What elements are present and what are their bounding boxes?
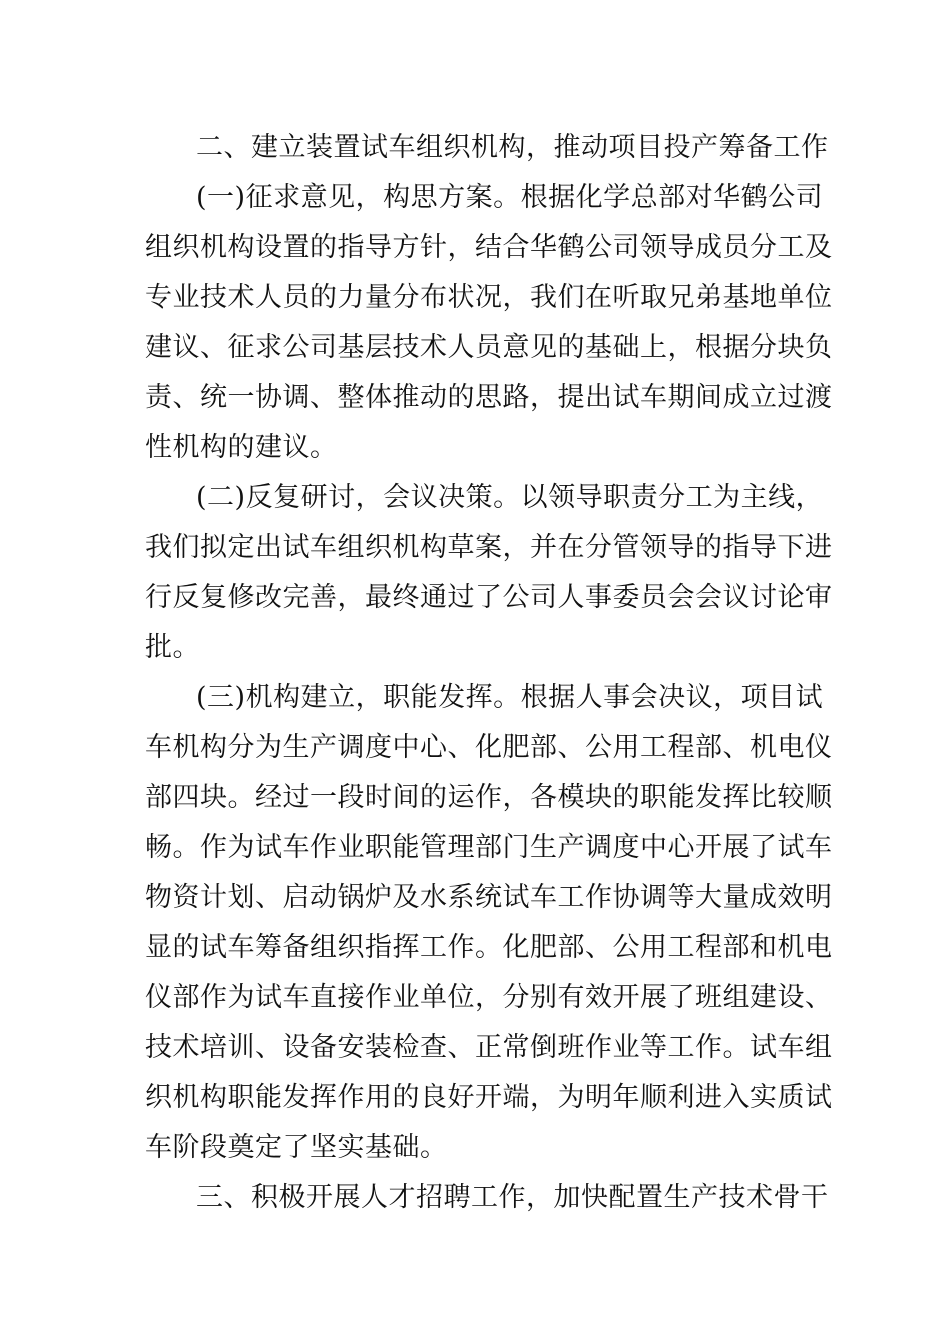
section-heading-2: 二、建立装置试车组织机构，推动项目投产筹备工作	[196, 132, 829, 163]
paragraph-line: 仪部作为试车直接作业单位，分别有效开展了班组建设、	[145, 982, 833, 1013]
paragraph-line: 组织机构设置的指导方针，结合华鹤公司领导成员分工及	[145, 232, 833, 263]
paragraph-line: 批。	[145, 632, 200, 663]
paragraph-line: 畅。作为试车作业职能管理部门生产调度中心开展了试车	[145, 832, 833, 863]
paragraph-line: 责、统一协调、整体推动的思路，提出试车期间成立过渡	[145, 382, 833, 413]
paragraph-line: (一)征求意见，构思方案。根据化学总部对华鹤公司	[196, 182, 824, 213]
paragraph-line: 我们拟定出试车组织机构草案，并在分管领导的指导下进	[145, 532, 833, 563]
paragraph-line: (二)反复研讨，会议决策。以领导职责分工为主线，	[196, 482, 824, 513]
paragraph-line: 性机构的建议。	[145, 432, 338, 463]
paragraph-line: 部四块。经过一段时间的运作，各模块的职能发挥比较顺	[145, 782, 833, 813]
paragraph-line: 建议、征求公司基层技术人员意见的基础上，根据分块负	[145, 332, 833, 363]
paragraph-line: (三)机构建立，职能发挥。根据人事会决议，项目试	[196, 682, 824, 713]
paragraph-line: 专业技术人员的力量分布状况，我们在听取兄弟基地单位	[145, 282, 833, 313]
paragraph-line: 显的试车筹备组织指挥工作。化肥部、公用工程部和机电	[145, 932, 833, 963]
paragraph-line: 物资计划、启动锅炉及水系统试车工作协调等大量成效明	[145, 882, 833, 913]
paragraph-line: 车阶段奠定了坚实基础。	[145, 1132, 448, 1163]
section-heading-3: 三、积极开展人才招聘工作，加快配置生产技术骨干	[196, 1182, 829, 1213]
paragraph-line: 车机构分为生产调度中心、化肥部、公用工程部、机电仪	[145, 732, 833, 763]
paragraph-line: 行反复修改完善，最终通过了公司人事委员会会议讨论审	[145, 582, 833, 613]
paragraph-line: 技术培训、设备安装检查、正常倒班作业等工作。试车组	[145, 1032, 833, 1063]
paragraph-line: 织机构职能发挥作用的良好开端，为明年顺利进入实质试	[145, 1082, 833, 1113]
